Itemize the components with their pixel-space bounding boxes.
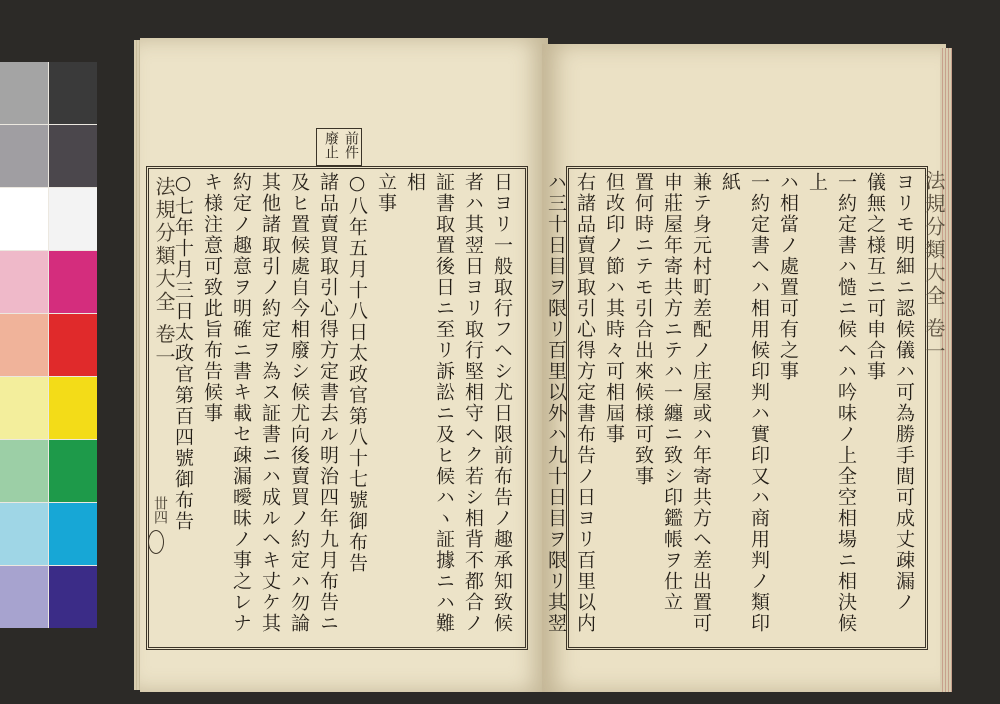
color-patch <box>49 251 97 313</box>
text-column: 立事 <box>375 172 397 214</box>
text-column: ヨリモ明細ニ認候儀ハ可為勝手間可成丈疎漏ノ <box>893 172 915 613</box>
text-column: 日ヨリ一般取行フヘシ尤日限前布告ノ趣承知致候 <box>491 172 513 634</box>
color-patch <box>49 314 97 376</box>
text-column: 一約定書ヘハ相用候印判ハ實印又ハ商用判ノ類印紙 <box>719 172 770 634</box>
text-column: 者ハ其翌日ヨリ取行堅相守ヘク若シ相背不都合ノ <box>462 172 484 634</box>
text-column: 兼テ身元村町差配ノ庄屋或ハ年寄共方ヘ差出置可 <box>690 172 712 634</box>
text-column: 儀無之様互ニ可申合事 <box>864 172 886 382</box>
text-column: 諸品賣買取引心得方定書去ル明治四年九月布告ニ <box>317 172 339 634</box>
right-page-text <box>545 172 918 640</box>
color-patch <box>0 503 48 565</box>
text-column: 但改印ノ節ハ其時々可相屆事 <box>603 172 625 445</box>
left-margin-title: 法規分類大全 卷一 <box>152 176 176 370</box>
color-patch <box>49 188 97 250</box>
color-patch <box>0 188 48 250</box>
color-patch <box>0 566 48 628</box>
annotation-label-line: 廢止 <box>323 131 339 159</box>
right-margin-title: 法規分類大全 卷一 <box>922 170 946 364</box>
text-column: ハ三十日目ヲ限リ百里以外ハ九十日目ヲ限リ其翌 <box>545 172 567 634</box>
text-column: 申莊屋年寄共方ニテハ一纏ニ致シ印鑑帳ヲ仕立 <box>661 172 683 613</box>
page-number: 丗四 <box>152 496 168 524</box>
color-patch <box>0 62 48 124</box>
text-column: 約定ノ趣意ヲ明確ニ書キ載セ疎漏曖昧ノ事之レナ <box>230 172 252 634</box>
annotation-label <box>316 128 362 166</box>
color-patch <box>49 377 97 439</box>
color-patch <box>49 503 97 565</box>
text-column: 其他諸取引ノ約定ヲ為ス証書ニハ成ルヘキ丈ケ其 <box>259 172 281 634</box>
color-patch <box>49 125 97 187</box>
text-column: 及ヒ置候處自今相廢シ候尤向後賣買ノ約定ハ勿論 <box>288 172 310 634</box>
color-patch <box>0 314 48 376</box>
color-patch <box>0 377 48 439</box>
text-column: 証書取置後日ニ至リ訴訟ニ及ヒ候ハヽ証據ニハ難相 <box>404 172 455 634</box>
text-column: 一約定書ハ慥ニ候ヘハ吟味ノ上全空相場ニ相決候上 <box>806 172 857 634</box>
color-patch <box>49 62 97 124</box>
text-column: ハ相當ノ處置可有之事 <box>777 172 799 382</box>
color-patch <box>0 125 48 187</box>
color-calibration-card <box>0 62 97 628</box>
color-patch <box>49 440 97 502</box>
binding-hole-mark <box>148 530 164 554</box>
page-edges-right <box>940 48 952 692</box>
annotation-label-line: 前件 <box>343 131 359 159</box>
text-column: 置何時ニテモ引合出來候様可致事 <box>632 172 654 487</box>
left-page-text <box>172 172 516 640</box>
color-patch <box>0 251 48 313</box>
color-patch <box>49 566 97 628</box>
text-column: キ様注意可致此旨布告候事 <box>201 172 223 424</box>
text-column: ○七年十月三日太政官第百四號御布告 <box>172 172 194 532</box>
color-patch <box>0 440 48 502</box>
text-column: ○八年五月十八日太政官第八十七號御布告 <box>346 172 368 574</box>
text-column: 右諸品賣買取引心得方定書布告ノ日ヨリ百里以内 <box>574 172 596 634</box>
